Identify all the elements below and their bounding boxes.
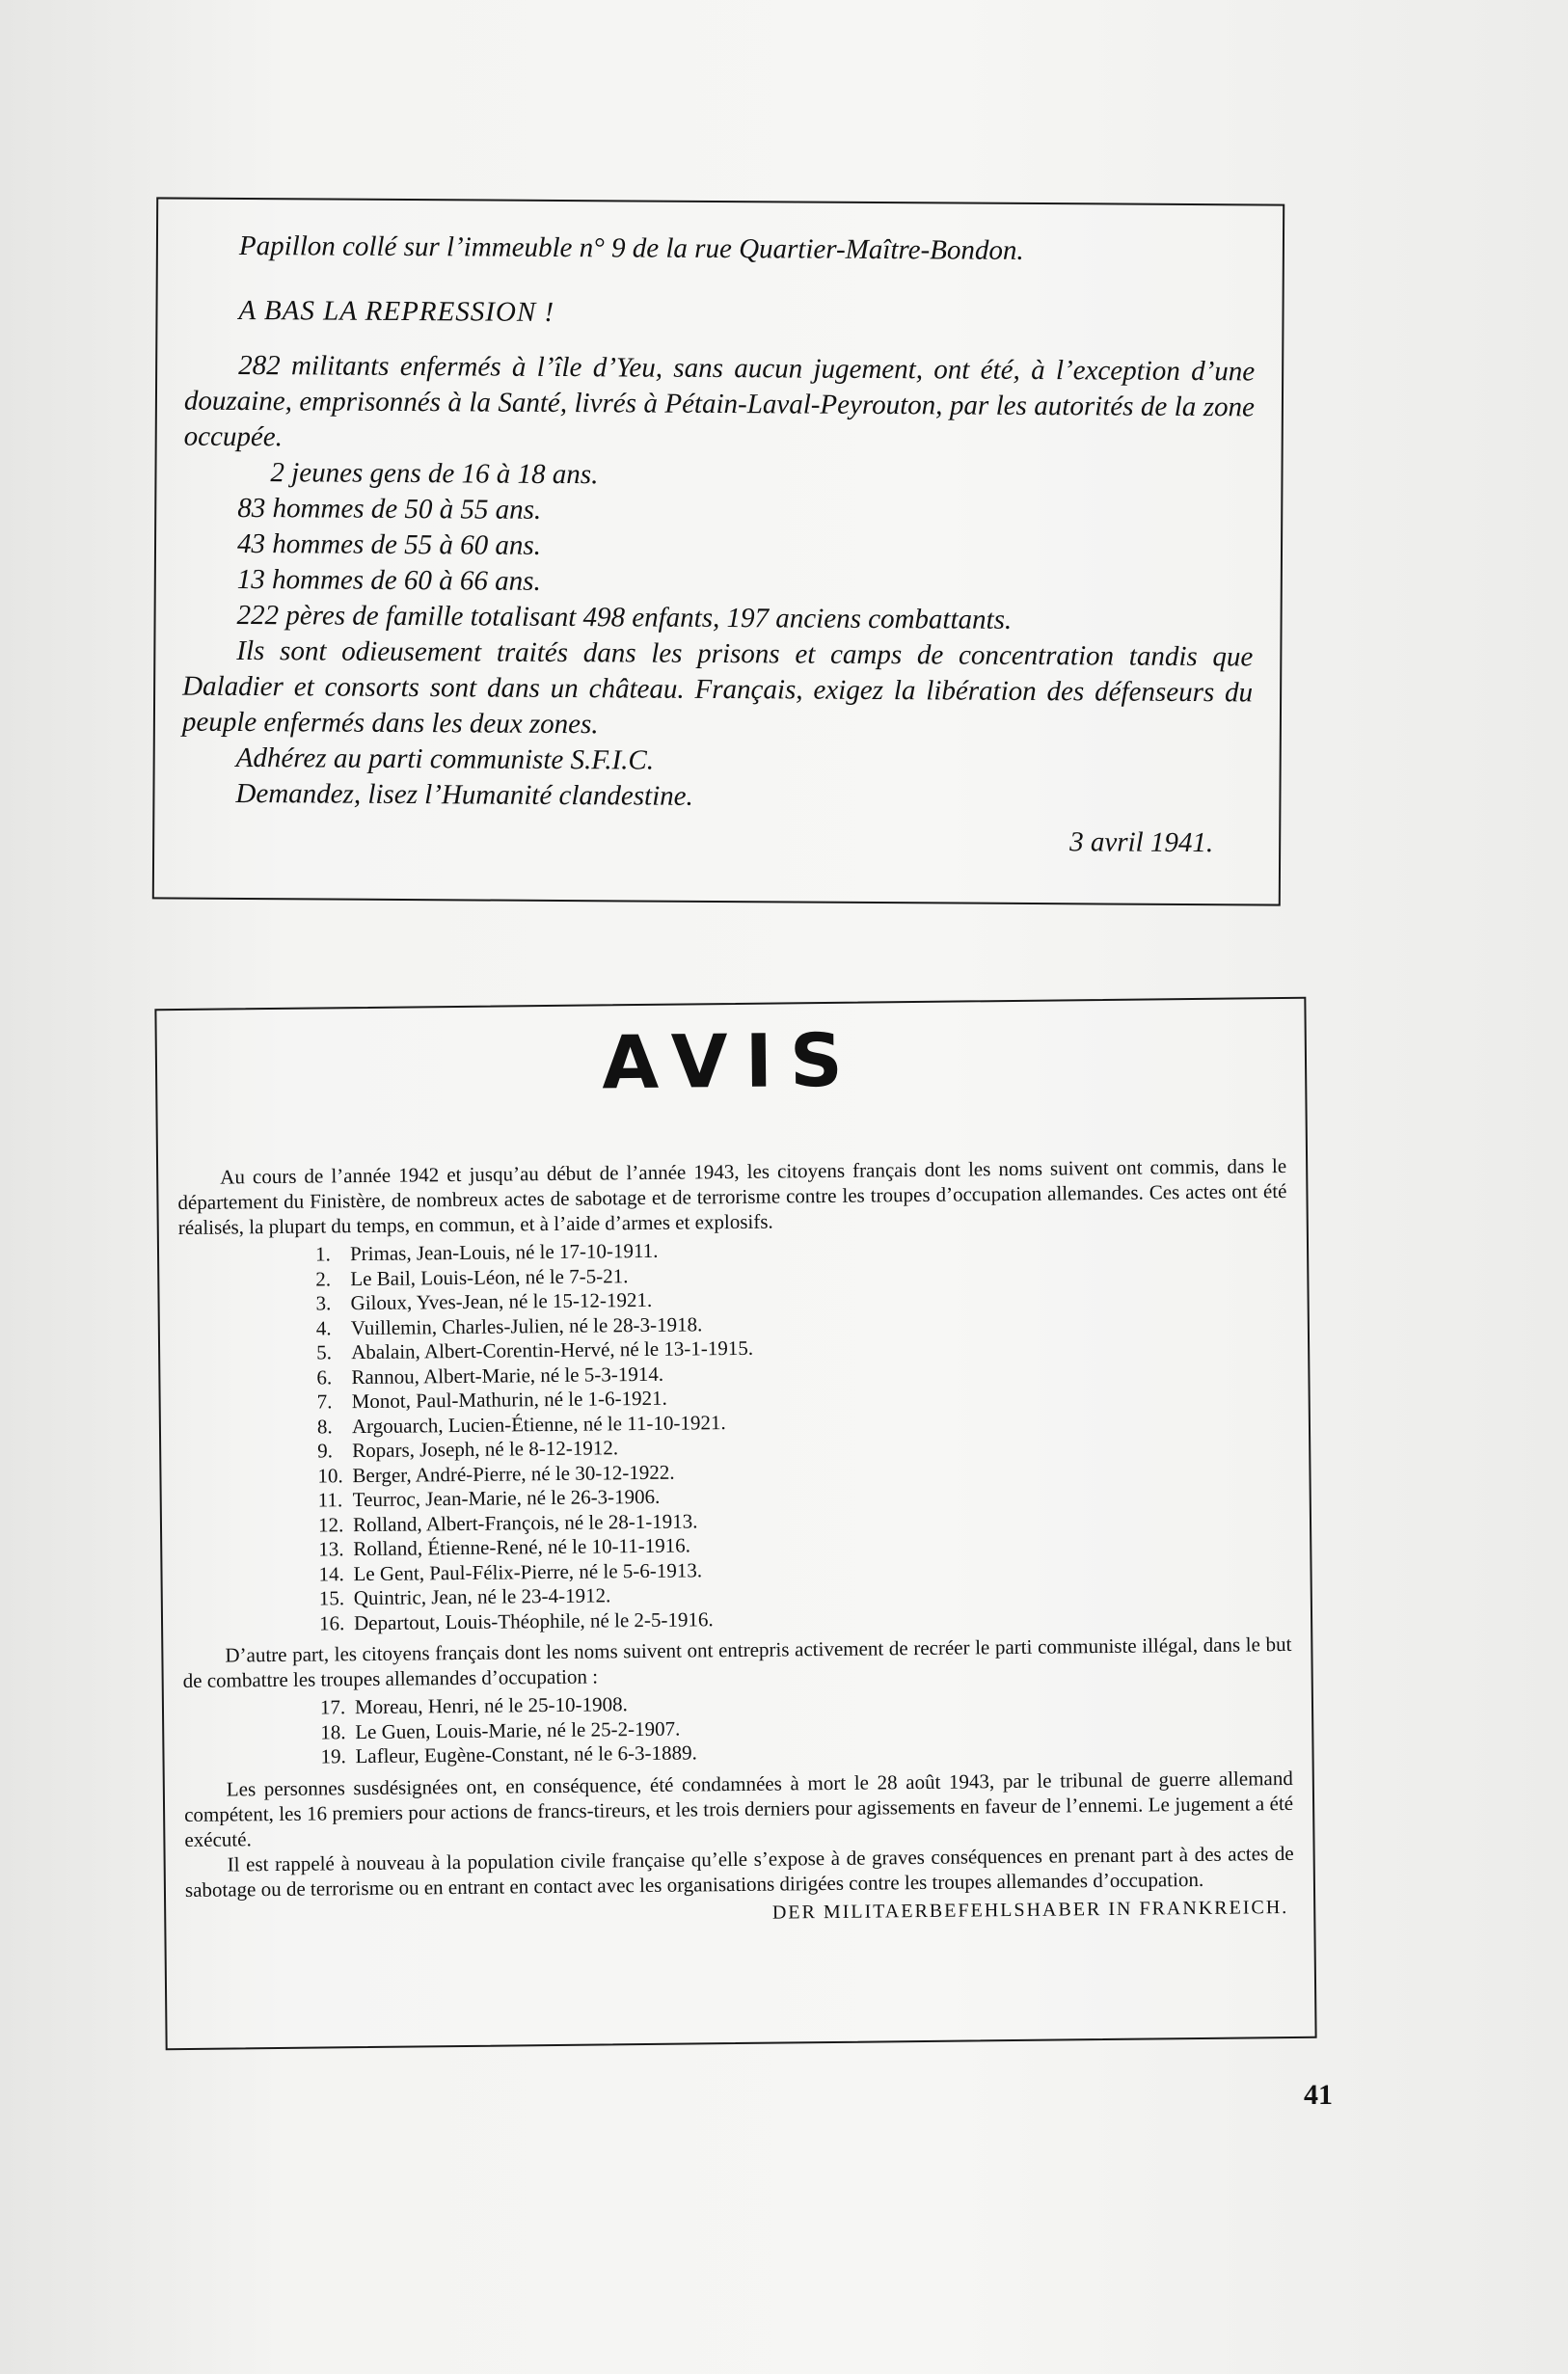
list-item-text: Le Guen, Louis-Marie, né le 25-2-1907. xyxy=(355,1716,681,1743)
avis-middle: D’autre part, les citoyens français dont les noms suivent ont entrepris activement de recréer le parti communiste illégal, dans le but de combattre les troupes allemandes d’occupation : xyxy=(182,1632,1292,1693)
list-item-text: Vuillemin, Charles-Julien, né le 28-3-1918. xyxy=(350,1311,703,1339)
tract-stat-line: 13 hommes de 60 à 66 ans. xyxy=(236,563,541,597)
list-item-number: 3. xyxy=(315,1291,332,1315)
list-item-text: Abalain, Albert-Corentin-Hervé, né le 13-1-1915. xyxy=(350,1335,754,1364)
list-item-text: Rolland, Étienne-René, né le 10-11-1916. xyxy=(353,1533,691,1561)
list-item-number: 12. xyxy=(317,1512,344,1537)
list-item-number: 15. xyxy=(318,1586,345,1610)
list-item-text: Moreau, Henri, né le 25-10-1908. xyxy=(354,1692,628,1719)
list-item-text: Primas, Jean-Louis, né le 17-10-1911. xyxy=(349,1238,659,1266)
tract-stat-line: 83 hommes de 50 à 55 ans. xyxy=(237,492,542,526)
tract-content xyxy=(181,229,1256,862)
list-item-text: Giloux, Yves-Jean, né le 15-12-1921. xyxy=(350,1287,653,1315)
list-item-number: 11. xyxy=(317,1488,343,1512)
tract-paragraph-2: Ils sont odieusement traités dans les prisons et camps de concentration tandis que Daladier et consorts sont dans un château. Français, exigez la libération des défenseurs du peuple enfermés dans les deux zones. xyxy=(181,634,1254,741)
avis-title: AVIS xyxy=(601,1016,861,1106)
tract-stat-line: 43 hommes de 55 à 60 ans. xyxy=(236,527,542,561)
list-item-number: 8. xyxy=(316,1414,333,1439)
tract-demandez-line: Demandez, lisez l’Humanité clandestine. xyxy=(235,777,693,812)
tract-peres-line: 222 pères de famille totalisant 498 enfants, 197 anciens combattants. xyxy=(236,599,1013,635)
list-item-number: 1. xyxy=(314,1242,331,1266)
tract-stat-line: 2 jeunes gens de 16 à 18 ans. xyxy=(270,457,599,491)
list-item-text: Le Bail, Louis-Léon, né le 7-5-21. xyxy=(350,1263,629,1290)
list-item-number: 2. xyxy=(315,1266,332,1291)
tract-date: 3 avril 1941. xyxy=(1069,826,1214,859)
list-item-number: 14. xyxy=(318,1561,344,1586)
avis-box xyxy=(154,997,1316,2050)
list-item-text: Argouarch, Lucien-Étienne, né le 11-10-1921. xyxy=(351,1410,726,1438)
list-item-number: 18. xyxy=(320,1719,346,1744)
list-item-number: 7. xyxy=(316,1389,333,1414)
avis-warning: Il est rappelé à nouveau à la population civile française qu’elle s’expose à de graves conséquences en prenant part à des actes de sabotage ou de terrorisme ou en entrant en contact avec les organisations dirigées contre les troupes allemandes d’occupation. xyxy=(184,1841,1294,1902)
list-item-number: 16. xyxy=(318,1610,345,1635)
tract-adherez-line: Adhérez au parti communiste S.F.I.C. xyxy=(235,742,655,776)
list-item-number: 10. xyxy=(317,1463,343,1488)
list-item-text: Departout, Louis-Théophile, né le 2-5-1916. xyxy=(353,1606,714,1634)
list-item-text: Rannou, Albert-Marie, né le 5-3-1914. xyxy=(351,1362,664,1389)
avis-list-sabotage xyxy=(178,1232,1291,1637)
list-item-text: Lafleur, Eugène-Constant, né le 6-3-1889. xyxy=(355,1740,697,1768)
list-item-number: 9. xyxy=(317,1439,334,1463)
list-item-number: 13. xyxy=(318,1537,344,1561)
list-item-number: 4. xyxy=(315,1315,332,1340)
avis-conclusion: Les personnes susdésignées ont, en conséquence, été condamnées à mort le 28 août 1943, par le tribunal de guerre allemand compétent, les 16 premiers pour actions de francs-tireurs, et les trois derniers pour agissements en faveur de l’ennemi. Le jugement a été exécuté. xyxy=(184,1766,1294,1851)
list-item-text: Le Gent, Paul-Félix-Pierre, né le 5-6-1913. xyxy=(353,1557,703,1585)
avis-content xyxy=(177,1153,1294,1930)
avis-list-communists xyxy=(183,1686,1293,1771)
list-item-text: Teurroc, Jean-Marie, né le 26-3-1906. xyxy=(352,1484,661,1512)
list-item-text: Berger, André-Pierre, né le 30-12-1922. xyxy=(352,1460,675,1487)
list-item-text: Ropars, Joseph, né le 8-12-1912. xyxy=(352,1436,619,1463)
list-item-number: 17. xyxy=(319,1695,346,1719)
avis-intro: Au cours de l’année 1942 et jusqu’au début de l’année 1943, les citoyens français dont les noms suivent ont commis, dans le département du Finistère, de nombreux actes de sabotage et de terrorisme contre les troupes d’occupation allemandes. Ces actes ont été réalisés, la plupart du temps, en commun, et à l’aide d’armes et explosifs. xyxy=(177,1153,1287,1240)
list-item-text: Rolland, Albert-François, né le 28-1-1913. xyxy=(352,1508,698,1536)
list-item-text: Monot, Paul-Mathurin, né le 1-6-1921. xyxy=(351,1386,667,1414)
list-item-number: 6. xyxy=(316,1364,333,1389)
list-item-number: 5. xyxy=(315,1340,332,1364)
list-item-text: Quintric, Jean, né le 23-4-1912. xyxy=(353,1583,611,1610)
tract-paragraph-1: 282 militants enfermés à l’île d’Yeu, sans aucun jugement, ont été, à l’exception d’une douzaine, emprisonnés à la Santé, livrés à Pétain-Laval-Peyrouton, par les autorités de la zone occupée. xyxy=(183,349,1256,453)
page-number: 41 xyxy=(1304,2079,1333,2111)
tract-caption: Papillon collé sur l’immeuble n° 9 de la rue Quartier-Maître-Bondon. xyxy=(238,229,1024,266)
avis-signature: DER MILITAERBEFEHLSHABER IN FRANKREICH. xyxy=(771,1896,1289,1924)
tract-heading: A BAS LA REPRESSION ! xyxy=(238,294,555,328)
tract-box xyxy=(152,197,1284,905)
list-item-number: 19. xyxy=(320,1744,346,1768)
